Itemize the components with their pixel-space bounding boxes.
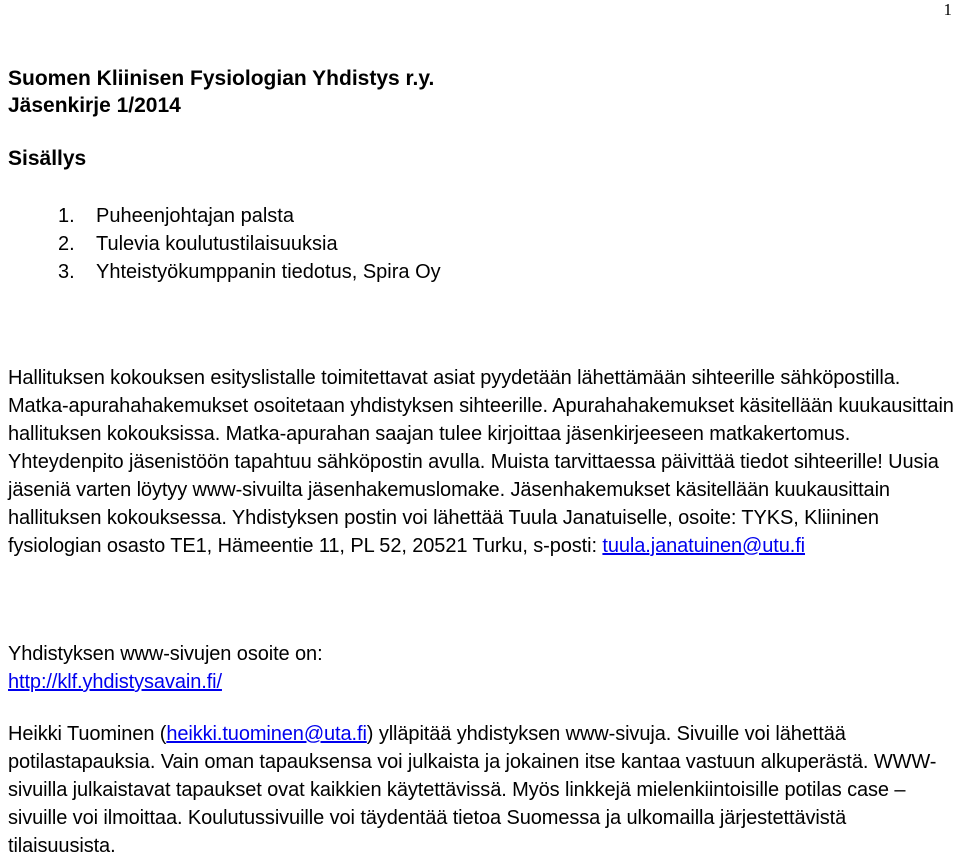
website-paragraph bbox=[8, 640, 958, 696]
website-url-link[interactable]: http://klf.yhdistysavain.fi/ bbox=[8, 671, 222, 693]
secretary-email-link[interactable]: tuula.janatuinen@utu.fi bbox=[602, 535, 805, 557]
webmaster-name-text: Heikki Tuominen ( bbox=[8, 723, 167, 745]
toc-item bbox=[58, 258, 441, 286]
website-intro-text: Yhdistyksen www-sivujen osoite on: bbox=[8, 643, 323, 665]
webmaster-paragraph bbox=[8, 720, 958, 860]
organization-title: Suomen Kliinisen Fysiologian Yhdistys r.y. bbox=[8, 67, 435, 90]
webmaster-info-text: ) ylläpitää yhdistyksen www-sivuja. Sivuille voi lähettää potilastapauksia. Vain oman tapauksensa voi julkaista ja jokainen itse kantaa vastuun alkuperästä. WWW-sivuilla julkaistavat tapaukset ovat kaikkien käytettävissä. Myös linkkejä mielenkiintoisille potilas case –sivuille voi ilmoittaa. Koulutussivuille voi täydentää tietoa Suomessa ja ulkomailla järjestettävistä tilaisuusista. bbox=[8, 723, 937, 857]
webmaster-email-link[interactable]: heikki.tuominen@uta.fi bbox=[166, 723, 367, 745]
board-info-paragraph bbox=[8, 364, 958, 560]
toc-item-number: 2. bbox=[58, 233, 75, 255]
page-number: 1 bbox=[943, 0, 952, 19]
toc-item-label: Yhteistyökumppanin tiedotus, Spira Oy bbox=[96, 261, 441, 283]
toc-item bbox=[58, 230, 441, 258]
newsletter-title: Jäsenkirje 1/2014 bbox=[8, 94, 181, 117]
toc-item-number: 1. bbox=[58, 205, 75, 227]
toc-item-label: Tulevia koulutustilaisuuksia bbox=[96, 233, 338, 255]
toc-item bbox=[58, 202, 441, 230]
board-info-text: Hallituksen kokouksen esityslistalle toimitettavat asiat pyydetään lähettämään sihteerille sähköpostilla. Matka-apurahahakemukset osoitetaan yhdistyksen sihteerille. Apurahahakemukset käsitellään kuukausittain hallituksen kokouksissa. Matka-apurahan saajan tulee kirjoittaa jäsenkirjeeseen matkakertomus. Yhteydenpito jäsenistöön tapahtuu sähköpostin avulla. Muista tarvittaessa päivittää tiedot sihteerille! Uusia jäseniä varten löytyy www-sivuilta jäsenhakemuslomake. Jäsenhakemukset käsitellään kuukausittain hallituksen kokouksessa. Yhdistyksen postin voi lähettää Tuula Janatuiselle, osoite: TYKS, Kliininen fysiologian osasto TE1, Hämeentie 11, PL 52, 20521 Turku, s-posti: bbox=[8, 367, 954, 557]
table-of-contents bbox=[58, 202, 441, 286]
toc-item-number: 3. bbox=[58, 261, 75, 283]
toc-heading: Sisällys bbox=[8, 147, 87, 170]
toc-item-label: Puheenjohtajan palsta bbox=[96, 205, 294, 227]
